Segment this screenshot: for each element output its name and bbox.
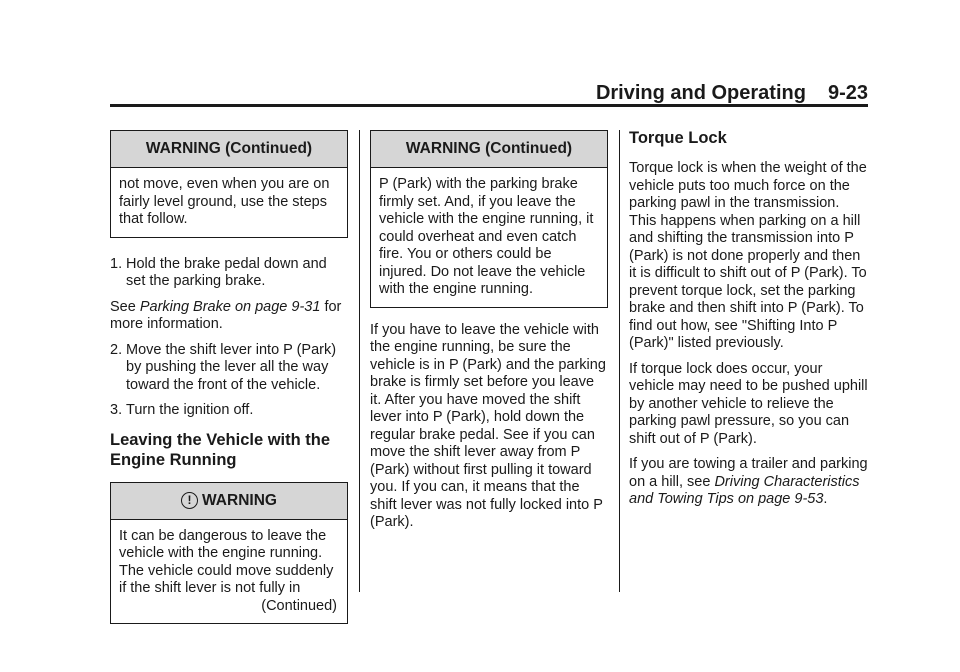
warning-body (111, 520, 347, 624)
section-title: Driving and Operating (595, 82, 806, 104)
step-note: See Parking Brake on page 9-31 for more information. (110, 298, 342, 332)
warning-continued-text: not move, even when you are on fairly level ground, use the steps that follow. (119, 176, 330, 227)
paragraph: If torque lock does occur, your vehicle may need to be pushed uphill by another vehicle to relieve the parking pawl pressure, so you can shift out of P (Park). (629, 360, 868, 447)
page-number: 9-23 (827, 82, 868, 104)
warning-continued-box (110, 130, 348, 238)
warning-continued-title: WARNING (Continued) (111, 131, 347, 168)
warning-icon: ! (181, 492, 198, 509)
section-heading: Leaving the Vehicle with the Engine Running (110, 430, 331, 469)
step-text: Move the shift lever into P (Park) by pushing the lever all the way toward the front of the vehicle. (126, 341, 337, 393)
section-heading: Torque Lock (629, 129, 727, 147)
column-3 (629, 124, 869, 517)
warning-continued-box (370, 130, 608, 308)
column-1 (110, 130, 348, 624)
cross-reference: Parking Brake on page 9-31 (139, 298, 321, 315)
paragraph: Torque lock is when the weight of the vehicle puts too much force on the parking pawl in the transmission. This happens when parking on a hill and shifting the transmission into P (Park) is not done properly and then it is difficult to shift out of P (Park). To prevent torque lock, set the parking brake and then shift into P (Park). To find out how, see "Shifting Into P (Park)" listed previously. (629, 160, 867, 351)
step-text: Hold the brake pedal down and set the parking brake. (126, 255, 327, 289)
step-item (110, 256, 348, 291)
step-text: Turn the ignition off. (126, 402, 254, 418)
column-divider-2 (619, 130, 620, 592)
warning-text: It can be dangerous to leave the vehicle with the engine running. The vehicle could move suddenly if the shift lever is not fully in (119, 527, 334, 596)
warning-continued-title: WARNING (Continued) (371, 131, 607, 168)
warning-continued-text: P (Park) with the parking brake firmly set. And, if you leave the vehicle with the engine running, it could overheat and even catch fire. You or others could be injured. Do not leave the vehicle with the engine running. (379, 176, 594, 297)
warning-title: ! WARNING (111, 483, 347, 520)
paragraph: If you have to leave the vehicle with the engine running, be sure the vehicle is in P (Park) and the parking brake is firmly set before you leave it. After you have moved the shift lever into P (Park), hold down the regular brake pedal. See if you can move the shift lever away from P (Park) without first pulling it toward you. If you can, it means that the shift lever was not fully locked into P (Park). (370, 321, 606, 530)
paragraph: If you are towing a trailer and parking on a hill, see Driving Characteristics and Towing Tips on page 9-53. (629, 456, 868, 507)
column-2 (370, 130, 608, 540)
step-item (110, 402, 348, 420)
step-item (110, 342, 348, 395)
warning-box (110, 482, 348, 625)
column-divider-1 (359, 130, 360, 592)
step-number: 2. (110, 341, 123, 358)
step-number: 1. (110, 255, 123, 272)
header-rule (110, 104, 868, 107)
cross-reference: Driving Characteristics and Towing Tips on page 9-53 (629, 473, 860, 507)
step-number: 3. (110, 402, 123, 418)
page-header (110, 82, 868, 104)
continued-label: (Continued) (261, 597, 337, 614)
